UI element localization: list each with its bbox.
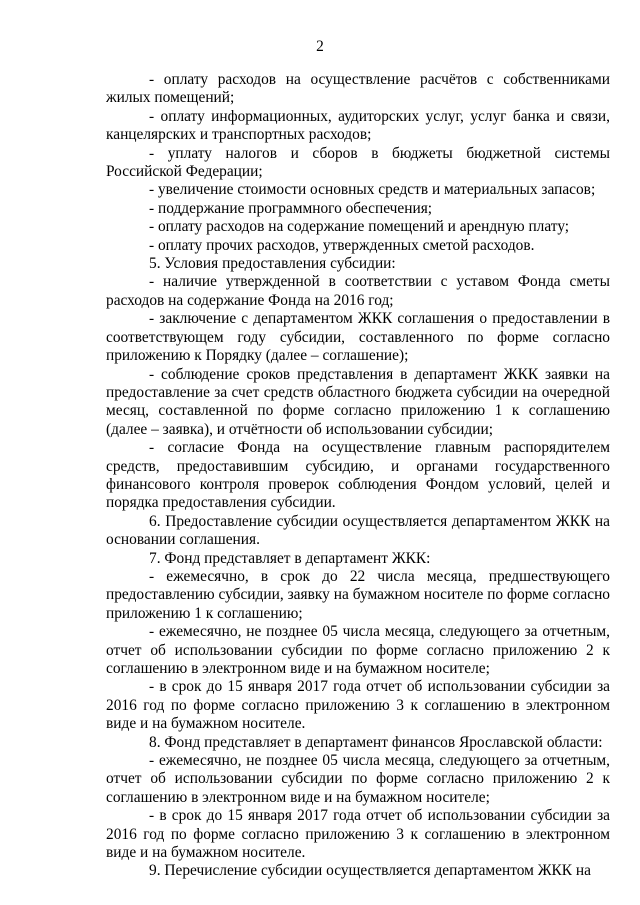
document-body	[106, 71, 610, 881]
paragraph: - наличие утвержденной в соответствии с уставом Фонда сметы расходов на содержание Фонда на 2016 год;	[106, 273, 610, 309]
page-number: 2	[316, 38, 324, 55]
paragraph: - оплату прочих расходов, утвержденных сметой расходов.	[149, 236, 535, 254]
paragraph: - в срок до 15 января 2017 года отчет об использовании субсидии за 2016 год по форме согласно приложению 3 к соглашению в электронном виде и на бумажном носителе.	[106, 807, 610, 862]
paragraph: - соблюдение сроков представления в департамент ЖКК заявки на предоставление за счет средств областного бюджета субсидии на очередной месяц, составленной по форме согласно приложению 1 к соглашению (далее – заявка), и отчётности об использовании субсидии;	[106, 365, 610, 438]
paragraph: - согласие Фонда на осуществление главным распорядителем средств, предоставившим субсидию, и органами государственного финансового контроля проверок соблюдения Фондом условий, целей и порядка предоставления субсидии.	[106, 439, 610, 512]
paragraph: - ежемесячно, в срок до 22 числа месяца, предшествующего предоставлению субсидии, заявку на бумажном носителе по форме согласно приложению 1 к соглашению;	[106, 567, 610, 622]
paragraph: - ежемесячно, не позднее 05 числа месяца, следующего за отчетным, отчет об использовании субсидии по форме согласно приложению 2 к соглашению в электронном виде и на бумажном носителе;	[106, 623, 610, 677]
paragraph: 6. Предоставление субсидии осуществляется департаментом ЖКК на основании соглашения.	[106, 512, 610, 549]
paragraph: 9. Перечисление субсидии осуществляется департаментом ЖКК на	[149, 862, 591, 880]
paragraph: - заключение с департаментом ЖКК соглашения о предоставлении в соответствующем году субсидии, составленного по форме согласно приложению к Порядку (далее – соглашение);	[106, 310, 610, 365]
paragraph: - в срок до 15 января 2017 года отчет об использовании субсидии за 2016 год по форме согласно приложению 3 к соглашению в электронном виде и на бумажном носителе.	[106, 678, 610, 733]
paragraph: 8. Фонд представляет в департамент финансов Ярославской области:	[149, 733, 603, 751]
paragraph: 7. Фонд представляет в департамент ЖКК:	[149, 549, 431, 567]
paragraph: - оплату расходов на содержание помещений и арендную плату;	[149, 218, 570, 236]
paragraph: - поддержание программного обеспечения;	[149, 199, 433, 217]
paragraph: 5. Условия предоставления субсидии:	[149, 255, 396, 273]
paragraph: - уплату налогов и сборов в бюджеты бюджетной системы Российской Федерации;	[106, 144, 610, 181]
paragraph: - оплату информационных, аудиторских услуг, услуг банка и связи, канцелярских и транспортных расходов;	[106, 107, 610, 144]
paragraph: - ежемесячно, не позднее 05 числа месяца, следующего за отчетным, отчет об использовании субсидии по форме согласно приложению 2 к соглашению в электронном виде и на бумажном носителе;	[106, 752, 610, 806]
paragraph: - оплату расходов на осуществление расчётов с собственниками жилых помещений;	[106, 71, 610, 107]
paragraph: - увеличение стоимости основных средств и материальных запасов;	[149, 181, 596, 199]
